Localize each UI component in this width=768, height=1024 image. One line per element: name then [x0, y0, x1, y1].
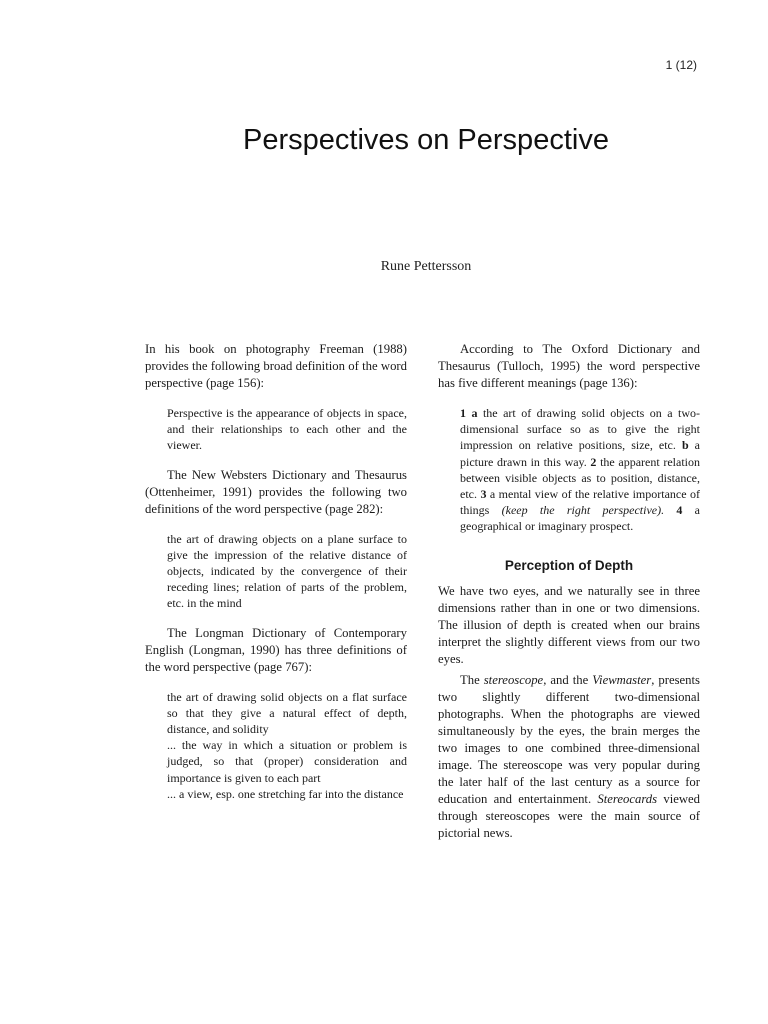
- definition-text: the apparent relation between visible objects as to position, distance, etc.: [460, 454, 700, 502]
- paragraph: The Longman Dictionary of Contemporary English (Longman, 1990) has three definitions of the word perspective (page 767):: [145, 625, 407, 674]
- emphasis: Viewmaster: [592, 672, 652, 687]
- paragraph: The New Websters Dictionary and Thesaurus (Ottenheimer, 1991) provides the following two definitions of the word perspective (page 282):: [145, 467, 407, 516]
- quote: Perspective is the appearance of objects in space, and their relationships to each other and the viewer.: [167, 406, 407, 453]
- definition-example: (keep the right perspective).: [501, 503, 665, 518]
- definition-number: 1 a: [460, 406, 478, 420]
- paragraph: We have two eyes, and we naturally see in three dimensions rather than in one or two dimensions. The illusion of depth is created when our brains interpret the slightly different views from our two eyes.: [438, 583, 700, 666]
- paragraph: According to The Oxford Dictionary and Thesaurus (Tulloch, 1995) the word perspective has five different meanings (page 136):: [438, 342, 700, 390]
- definition-text: the art of drawing solid objects on a two-dimensional surface so as to give the right impression on relative positions, size, etc.: [460, 406, 701, 453]
- definition-text: a geographical or imaginary prospect.: [460, 503, 701, 534]
- page-title: Perspectives on Perspective: [243, 124, 609, 156]
- definition-text: a mental view of the relative importance of things: [460, 487, 700, 518]
- definition-number: 3: [480, 487, 487, 502]
- left-column: [145, 341, 407, 815]
- quote-item: ... the way in which a situation or problem is judged, so that (proper) consideration and importance is given to each part: [167, 738, 407, 785]
- quote: [460, 405, 700, 535]
- paragraph: In his book on photography Freeman (1988) provides the following broad definition of the word perspective (page 156):: [145, 342, 407, 390]
- section-heading: Perception of Depth: [504, 557, 634, 573]
- page-number: 1 (12): [665, 58, 697, 72]
- right-column: [438, 341, 700, 855]
- quote-list: [167, 689, 407, 802]
- emphasis: Stereocards: [597, 791, 658, 806]
- emphasis: stereoscope: [483, 672, 544, 687]
- definition-number: b: [681, 438, 689, 453]
- quote: the art of drawing objects on a plane surface to give the impression of the relative distance of objects, indicated by the convergence of their receding lines; relation of parts of the problem, etc. in the mind: [167, 531, 407, 611]
- definition-number: 2: [590, 454, 597, 469]
- quote-item: the art of drawing solid objects on a flat surface so that they give a natural effect of depth, distance, and solidity: [167, 689, 407, 737]
- definition-text: [664, 503, 676, 517]
- definition-number: 4: [676, 503, 683, 518]
- quote-item: ... a view, esp. one stretching far into the distance: [167, 786, 404, 801]
- definition-text: a picture drawn in this way.: [460, 438, 701, 469]
- author-name: Rune Pettersson: [380, 259, 472, 274]
- paragraph: The stereoscope, and the Viewmaster, presents two slightly different two-dimensional photographs. When the photographs are viewed simultaneously by the eyes, the brain merges the two images to one combined three-dimensional image. The stereoscope was very popular during the later half of the last century as a source for education and entertainment. Stereocards viewed through stereoscopes were the main source of pictorial news.: [438, 672, 700, 840]
